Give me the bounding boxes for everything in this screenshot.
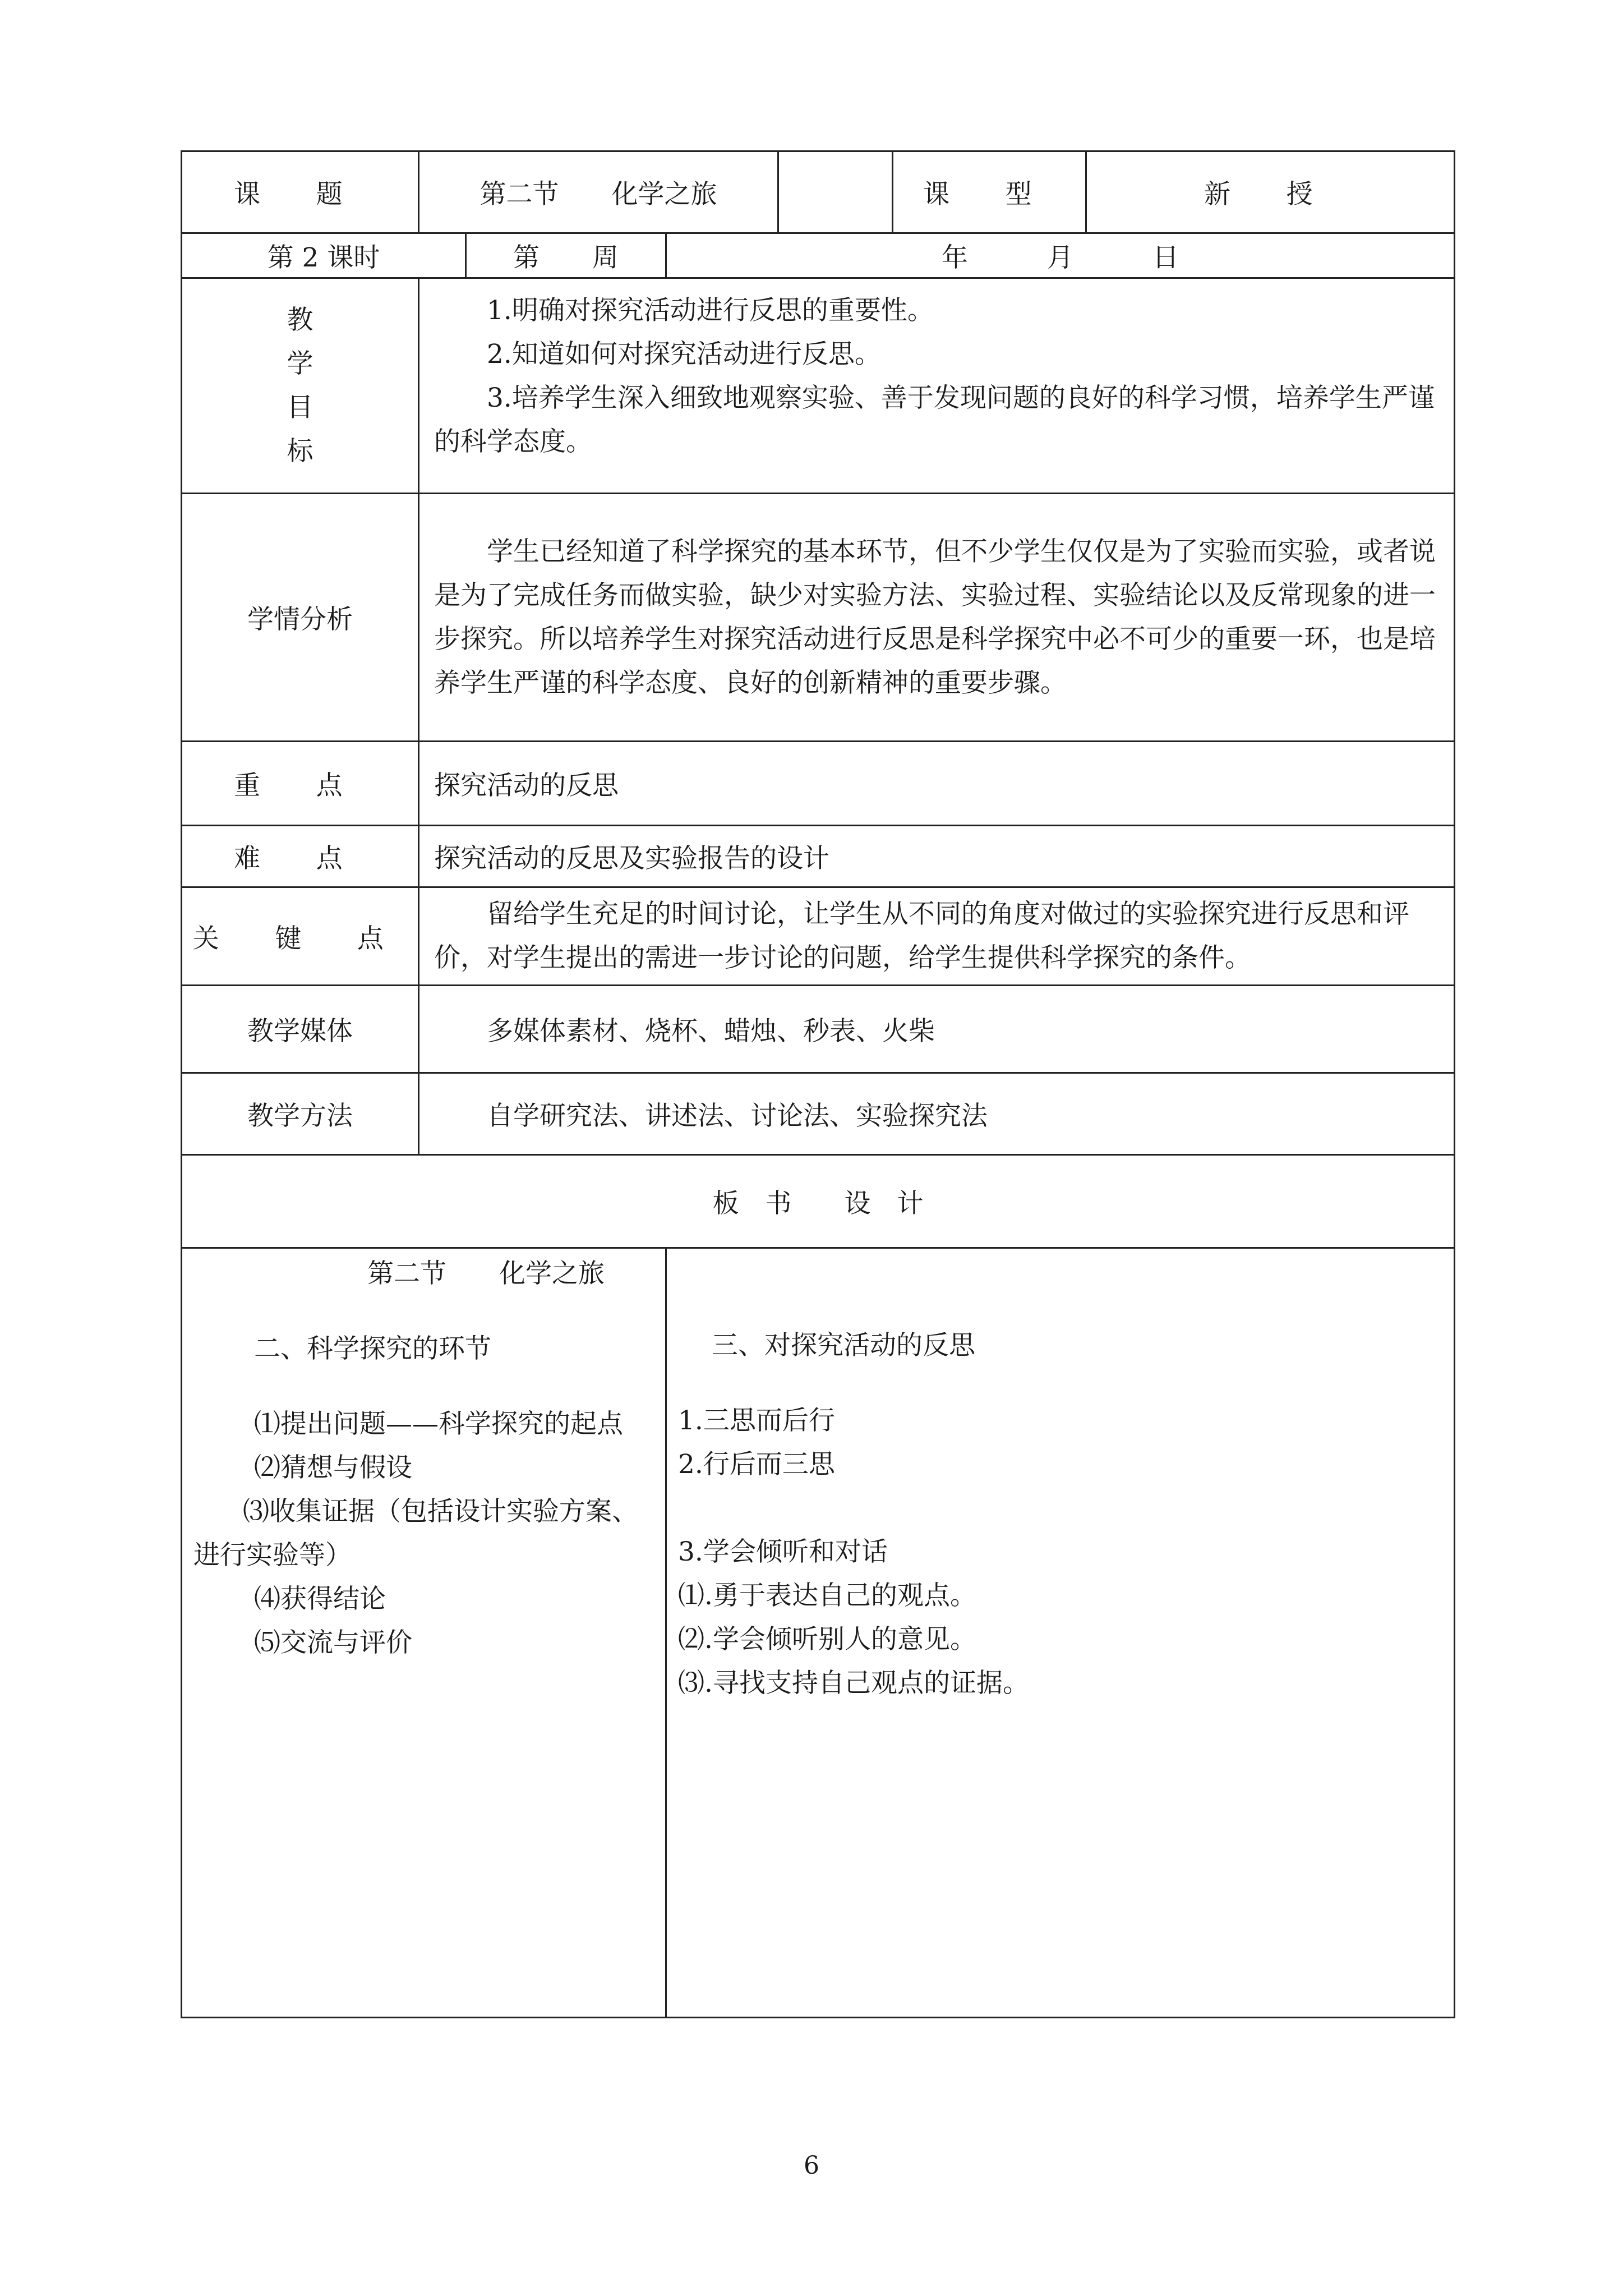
board-right <box>666 1248 1455 2018</box>
board-right-section: 三、对探究活动的反思 <box>712 1330 975 1361</box>
methods-text: 自学研究法、讲述法、讨论法、实验探究法 <box>419 1073 1455 1155</box>
board-right-item-2: 2.行后而三思 <box>678 1449 835 1480</box>
keylink-row <box>182 887 1455 986</box>
period-cell: 第 2 课时 <box>182 233 466 278</box>
board-title: 板 书 设 计 <box>182 1155 1455 1248</box>
analysis-label: 学情分析 <box>182 494 419 742</box>
header-row <box>182 151 1455 233</box>
board-left-heading: 第二节 化学之旅 <box>367 1258 605 1289</box>
keylink-text: 留给学生充足的时间讨论，让学生从不同的角度对做过的实验探究进行反思和评价，对学生提出的需进一步讨论的问题，给学生提供科学探究的条件。 <box>419 887 1455 986</box>
type-value: 新 授 <box>1086 151 1455 233</box>
media-row <box>182 986 1455 1073</box>
board-left-item-2: ⑵猜想与假设 <box>254 1452 412 1483</box>
board-right-subitem-1: ⑴.勇于表达自己的观点。 <box>678 1580 976 1611</box>
board-right-subitem-2: ⑵.学会倾听别人的意见。 <box>678 1624 976 1655</box>
media-text: 多媒体素材、烧杯、蜡烛、秒表、火柴 <box>419 986 1455 1073</box>
goals-row <box>182 278 1455 494</box>
board-left-section: 二、科学探究的环节 <box>254 1333 491 1364</box>
board-right-item-3: 3.学会倾听和对话 <box>678 1536 888 1567</box>
difficulty-label: 难 点 <box>182 826 419 887</box>
difficulty-text: 探究活动的反思及实验报告的设计 <box>419 826 1455 887</box>
keypoint-row <box>182 742 1455 826</box>
board-right-item-1: 1.三思而后行 <box>678 1405 835 1436</box>
period-row <box>182 233 1455 278</box>
board-left-item-4: ⑷获得结论 <box>254 1584 386 1614</box>
keylink-label: 关 键 点 <box>182 887 419 986</box>
board-left <box>182 1248 666 2018</box>
goals-label-char-2: 学 <box>287 348 313 379</box>
keypoint-text: 探究活动的反思 <box>419 742 1455 826</box>
page-number: 6 <box>804 2151 819 2180</box>
board-content-row <box>182 1248 1455 2018</box>
methods-row <box>182 1073 1455 1155</box>
goals-label <box>182 278 419 494</box>
analysis-text: 学生已经知道了科学探究的基本环节，但不少学生仅仅是为了实验而实验，或者说是为了完成任务而做实验，缺少对实验方法、实验过程、实验结论以及反常现象的进一步探究。所以培养学生对探究活动进行反思是科学探究中必不可少的重要一环，也是培养学生严谨的科学态度、良好的创新精神的重要步骤。 <box>419 494 1455 742</box>
board-right-subitem-3: ⑶.寻找支持自己观点的证据。 <box>678 1668 1029 1699</box>
goal-item-1: 1.明确对探究活动进行反思的重要性。 <box>487 295 934 326</box>
goal-item-3: 3.培养学生深入细致地观察实验、善于发现问题的良好的科学习惯，培养学生严谨的科学态度。 <box>434 383 1435 457</box>
goals-label-char-3: 目 <box>287 392 313 423</box>
methods-label: 教学方法 <box>182 1073 419 1155</box>
board-left-item-1: ⑴提出问题——科学探究的起点 <box>254 1409 623 1439</box>
goals-label-char-4: 标 <box>287 435 313 467</box>
date-cell: 年 月 日 <box>666 233 1455 278</box>
difficulty-row <box>182 826 1455 887</box>
type-label: 课 型 <box>893 151 1086 233</box>
media-label: 教学媒体 <box>182 986 419 1073</box>
board-left-item-5: ⑸交流与评价 <box>254 1627 412 1658</box>
analysis-row <box>182 494 1455 742</box>
keypoint-label: 重 点 <box>182 742 419 826</box>
subject-label: 课 题 <box>182 151 419 233</box>
goals-label-char-1: 教 <box>287 304 313 335</box>
type-label-spacer <box>778 151 893 233</box>
lesson-plan-sheet <box>181 150 1454 2018</box>
week-cell: 第 周 <box>466 233 666 278</box>
board-title-row <box>182 1155 1455 1248</box>
lesson-plan-table <box>181 150 1455 2018</box>
goal-item-2: 2.知道如何对探究活动进行反思。 <box>487 339 881 370</box>
goals-content <box>419 278 1455 494</box>
subject-value: 第二节 化学之旅 <box>419 151 778 233</box>
board-left-item-3: ⑶收集证据（包括设计实验方案、进行实验等） <box>193 1496 638 1571</box>
